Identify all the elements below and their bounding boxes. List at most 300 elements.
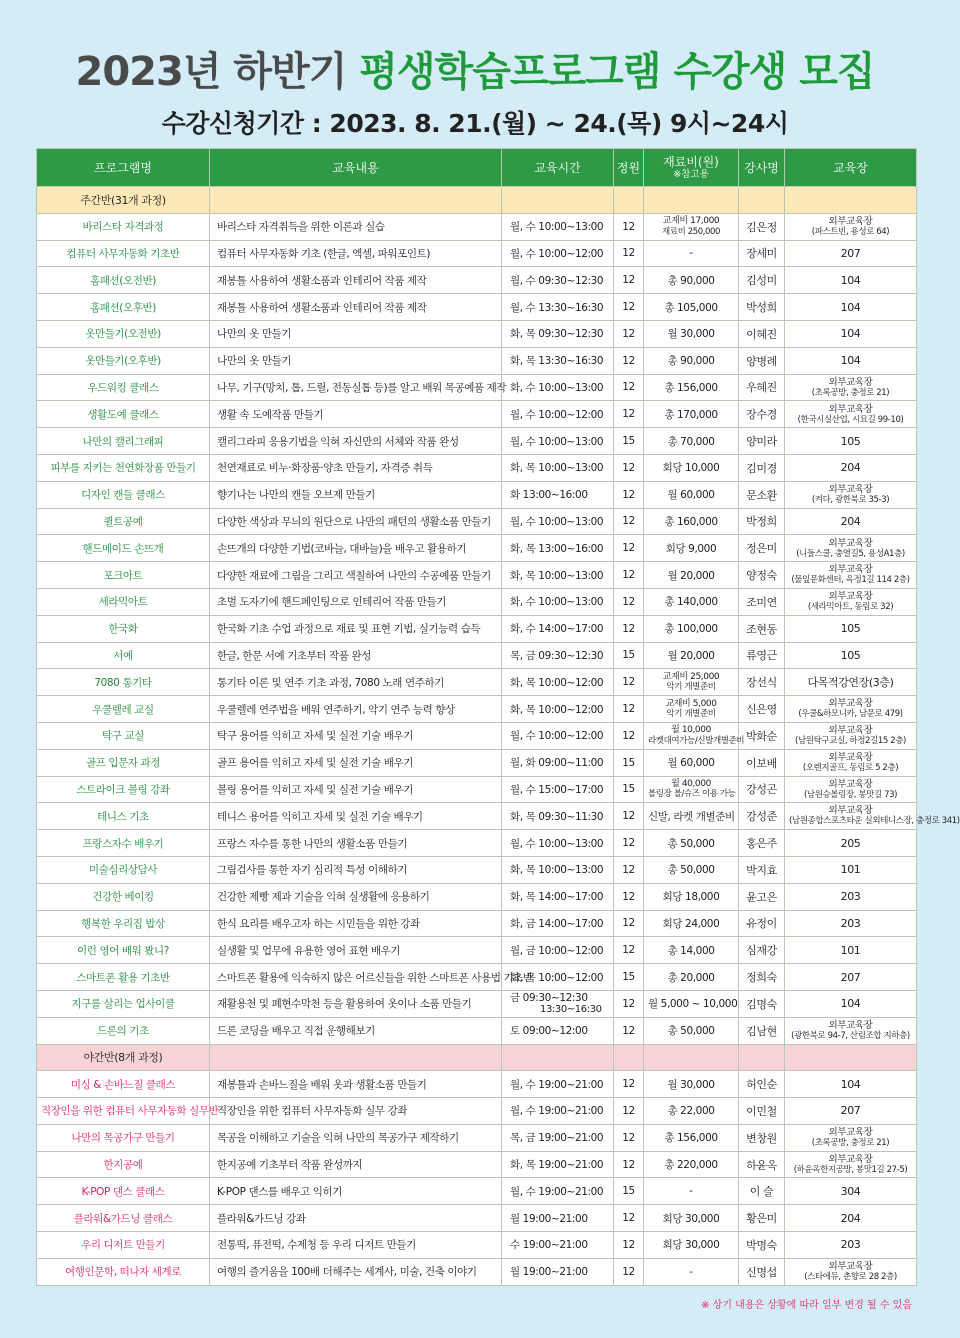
program-name-text: 홈패션(오전반) <box>90 274 156 287</box>
program-fee-text: 총 220,000 <box>664 1159 718 1172</box>
program-content <box>210 535 502 562</box>
program-venue <box>785 722 917 749</box>
program-name <box>37 856 210 883</box>
program-name-text: 홈패션(오후반) <box>90 301 156 314</box>
program-fee-text: - <box>689 1265 693 1278</box>
program-time <box>502 374 614 401</box>
program-name-text: 미술심리상담사 <box>88 864 158 877</box>
program-fee <box>644 267 739 294</box>
program-name <box>37 883 210 910</box>
program-capacity-text: 12 <box>622 408 635 421</box>
program-name <box>37 401 210 428</box>
program-fee-text: 총 100,000 <box>664 623 718 636</box>
program-venue-text: 104 <box>840 327 861 341</box>
program-time-text: 월, 금 10:00~12:00 <box>510 944 604 957</box>
program-venue-subtext: (스타에듀, 춘향로 28 2층) <box>804 1272 897 1283</box>
program-content <box>210 320 502 347</box>
program-capacity <box>614 562 644 589</box>
program-capacity-text: 12 <box>622 1238 635 1251</box>
program-name <box>37 588 210 615</box>
program-instructor <box>739 428 785 455</box>
header-content: 교육내용 <box>210 149 502 187</box>
program-content-text: 재활용천 및 폐현수막천 등을 활용하여 옷이나 소품 만들기 <box>217 998 472 1011</box>
program-capacity-text: 15 <box>622 971 635 983</box>
table-row <box>37 722 917 749</box>
program-time <box>502 1151 614 1178</box>
program-capacity <box>614 1017 644 1044</box>
program-time <box>502 964 614 991</box>
program-capacity-text: 12 <box>622 863 635 876</box>
program-time <box>502 937 614 964</box>
program-instructor-text: 박명숙 <box>746 1238 777 1252</box>
program-name <box>37 267 210 294</box>
program-name-text: 미싱 & 손바느질 클래스 <box>70 1078 176 1091</box>
program-capacity-text: 12 <box>622 515 635 528</box>
program-venue <box>785 454 917 481</box>
program-name-text: 세라믹아트 <box>98 596 148 609</box>
page-title <box>0 44 950 100</box>
program-fee <box>644 910 739 937</box>
program-instructor-text: 신은영 <box>746 703 777 717</box>
header-fee <box>644 149 739 187</box>
program-name-text: 나만의 캘리그래피 <box>82 435 164 448</box>
program-name <box>37 347 210 374</box>
program-fee <box>644 428 739 455</box>
program-instructor <box>739 1071 785 1098</box>
program-fee <box>644 401 739 428</box>
program-venue-text: 외부교육장 <box>828 376 873 388</box>
program-time <box>502 347 614 374</box>
program-fee <box>644 642 739 669</box>
program-capacity-text: 12 <box>622 301 635 314</box>
program-content <box>210 1151 502 1178</box>
table-row <box>37 990 917 1017</box>
program-venue <box>785 1205 917 1232</box>
program-instructor <box>739 213 785 240</box>
program-fee <box>644 347 739 374</box>
program-instructor <box>739 722 785 749</box>
program-name-text: 서예 <box>113 649 133 662</box>
program-name-text: 옷만들기(오전반) <box>85 328 161 341</box>
program-content-text: 손뜨개의 다양한 기법(코바늘, 대바늘)을 배우고 활용하기 <box>217 542 467 555</box>
program-capacity-text: 12 <box>622 1212 635 1225</box>
program-fee-subtext: 재료비 250,000 <box>661 226 721 237</box>
program-venue <box>785 803 960 830</box>
program-time <box>502 428 614 455</box>
program-content <box>210 937 502 964</box>
program-name <box>37 830 210 857</box>
program-fee-text: 총 22,000 <box>667 1105 715 1118</box>
program-capacity-text: 12 <box>622 1131 635 1144</box>
program-content <box>210 347 502 374</box>
program-content <box>210 267 502 294</box>
program-venue-text: 204 <box>840 461 861 475</box>
program-instructor-text: 김남현 <box>746 1024 777 1038</box>
program-content <box>210 696 502 723</box>
table-row <box>37 1151 917 1178</box>
program-content-text: 여행의 즐거움을 100배 더해주는 세계사, 미술, 건축 이야기 <box>217 1266 477 1279</box>
program-time <box>502 267 614 294</box>
program-capacity <box>614 776 644 803</box>
table-row <box>37 776 917 803</box>
program-time-text: 월, 수 09:30~12:30 <box>510 274 604 287</box>
program-content-text: 한국화 기초 수업 과정으로 재료 및 표현 기법, 실기능력 습득 <box>217 623 481 636</box>
program-venue-text: 외부교육장 <box>828 698 873 710</box>
program-venue-text: 204 <box>840 514 861 528</box>
program-capacity-text: 15 <box>622 1185 635 1198</box>
program-time <box>502 696 614 723</box>
program-content-text: 볼링 용어를 익히고 자세 및 실전 기술 배우기 <box>217 783 413 796</box>
program-venue-text: 207 <box>840 1104 861 1118</box>
program-time-text: 월, 수 19:00~21:00 <box>510 1185 604 1198</box>
program-capacity-text: 12 <box>622 542 635 555</box>
program-fee <box>644 1205 739 1232</box>
program-name <box>37 696 210 723</box>
program-instructor-text: 양병례 <box>746 354 777 368</box>
program-venue <box>785 669 917 696</box>
program-instructor-text: 변창원 <box>746 1131 777 1145</box>
program-content <box>210 964 533 991</box>
program-name-text: 이런 영어 배워 봤니? <box>77 944 169 957</box>
program-venue <box>785 964 917 991</box>
program-capacity-text: 15 <box>622 783 635 796</box>
program-content <box>210 294 502 321</box>
program-name <box>37 642 210 669</box>
program-instructor <box>739 1232 785 1259</box>
program-content-text: 테니스 용어를 익히고 자세 및 실전 기술 배우기 <box>217 810 423 823</box>
program-instructor-text: 장세미 <box>746 247 777 261</box>
program-fee <box>644 722 745 749</box>
program-content <box>210 990 502 1017</box>
program-fee <box>644 213 739 240</box>
program-fee <box>644 1178 739 1205</box>
program-name <box>37 1232 210 1259</box>
program-capacity-text: 12 <box>622 1265 635 1278</box>
title-program: 평생학습프로그램 <box>359 49 661 95</box>
program-content <box>210 830 502 857</box>
night-section-label: 야간반(8개 과정) <box>37 1044 210 1071</box>
program-venue-text: 104 <box>840 273 861 287</box>
program-content-text: 골프 용어를 익히고 자세 및 실전 기술 배우기 <box>217 757 413 770</box>
program-capacity-text: 12 <box>622 729 635 742</box>
table-row <box>37 508 917 535</box>
program-venue <box>785 776 917 803</box>
program-name <box>37 615 210 642</box>
program-name-text: 여행인문학, 떠나자 세계로 <box>65 1266 181 1279</box>
program-time-text: 월, 수 10:00~12:00 <box>510 730 604 743</box>
program-venue <box>785 937 917 964</box>
program-venue <box>785 1017 917 1044</box>
program-time-text: 월, 수 13:30~16:30 <box>510 301 604 314</box>
table-row <box>37 964 917 991</box>
program-content <box>210 562 502 589</box>
program-venue <box>785 1098 917 1125</box>
program-content <box>210 722 502 749</box>
program-capacity-text: 12 <box>622 354 635 367</box>
program-name-text: 지구를 살리는 업사이클 <box>71 998 175 1011</box>
program-fee <box>644 990 739 1017</box>
program-time-text: 화, 목 10:00~12:00 <box>510 971 604 984</box>
program-time-text: 월, 수 10:00~13:00 <box>510 515 604 528</box>
program-time <box>502 856 614 883</box>
program-fee-subtext: 악기 개별준비 <box>666 682 716 693</box>
program-fee <box>644 803 739 830</box>
program-instructor <box>739 1151 785 1178</box>
program-fee-text: 총 140,000 <box>664 596 718 609</box>
program-instructor-text: 강성곤 <box>746 783 777 797</box>
program-time <box>502 1258 614 1285</box>
program-time-text: 월, 수 19:00~21:00 <box>510 1105 604 1118</box>
program-capacity <box>614 1258 644 1285</box>
program-venue <box>785 588 917 615</box>
program-capacity-text: 12 <box>622 274 635 287</box>
program-time-text: 화, 목 09:30~12:30 <box>510 328 604 341</box>
program-fee <box>644 1258 739 1285</box>
program-capacity-text: 12 <box>622 676 635 689</box>
program-fee-text: 교재비 5,000 <box>665 698 717 709</box>
program-name <box>37 964 210 991</box>
program-venue-text: 외부교육장 <box>828 725 873 737</box>
program-instructor-text: 양미라 <box>746 435 777 449</box>
program-time <box>502 1205 614 1232</box>
program-name-text: 프랑스자수 배우기 <box>82 837 164 850</box>
program-content-text: 나무, 기구(망치, 톱, 드릴, 전동실톱 등)를 알고 배워 목공예품 제작 <box>217 381 507 394</box>
program-capacity-text: 12 <box>622 997 635 1010</box>
program-content-text: 통기타 이론 및 연주 기초 과정, 7080 노래 연주하기 <box>217 676 444 689</box>
program-venue <box>785 615 917 642</box>
program-capacity <box>614 588 644 615</box>
program-venue <box>785 1178 917 1205</box>
program-instructor <box>739 481 785 508</box>
table-row <box>37 535 917 562</box>
program-time <box>502 1071 614 1098</box>
program-fee-text: 총 156,000 <box>664 381 718 394</box>
program-fee-text: - <box>689 247 693 260</box>
program-content-text: 드론 코딩을 배우고 직접 운행해보기 <box>217 1025 375 1038</box>
program-capacity-text: 12 <box>622 220 635 233</box>
program-fee <box>644 856 739 883</box>
program-name-text: 플라워&가드닝 클래스 <box>73 1212 173 1225</box>
program-content-text: 나만의 옷 만들기 <box>217 355 292 368</box>
header-instructor: 강사명 <box>739 149 785 187</box>
program-venue-text: 외부교육장 <box>828 1019 873 1031</box>
program-instructor <box>739 937 785 964</box>
program-fee-text: 총 156,000 <box>664 1132 718 1145</box>
program-fee-text: 회당 30,000 <box>662 1239 720 1252</box>
program-instructor-text: 박화순 <box>746 729 777 743</box>
program-instructor <box>739 347 785 374</box>
program-venue <box>785 562 917 589</box>
program-instructor <box>739 1017 785 1044</box>
program-venue-text: 104 <box>840 1077 861 1091</box>
program-venue <box>785 696 917 723</box>
program-capacity <box>614 990 644 1017</box>
program-name <box>37 669 210 696</box>
program-name <box>37 213 210 240</box>
program-fee-text: 월 20,000 <box>667 569 715 582</box>
program-name <box>37 240 210 267</box>
program-fee-text: 총 14,000 <box>667 944 715 957</box>
program-name-text: 우리 디저트 만들기 <box>81 1239 165 1252</box>
program-content <box>210 615 502 642</box>
program-time-text: 토 09:00~12:00 <box>510 1025 588 1038</box>
program-venue-text: 외부교육장 <box>828 1261 873 1273</box>
program-instructor-text: 심재강 <box>746 944 777 958</box>
program-capacity <box>614 1124 644 1151</box>
program-instructor <box>739 267 785 294</box>
program-time <box>502 776 614 803</box>
program-capacity <box>614 1098 644 1125</box>
table-row <box>37 1178 917 1205</box>
program-instructor <box>739 588 785 615</box>
program-instructor <box>739 803 785 830</box>
program-instructor <box>739 696 785 723</box>
program-content <box>210 856 502 883</box>
program-name-text: 옷만들기(오후반) <box>85 355 161 368</box>
program-content-text: 탁구 용어를 익히고 자세 및 실전 기술 배우기 <box>217 730 413 743</box>
program-content <box>210 454 502 481</box>
program-time <box>502 588 614 615</box>
program-time-text: 화, 목 13:00~16:00 <box>510 542 604 555</box>
program-fee <box>644 294 739 321</box>
program-venue <box>785 830 917 857</box>
program-content-text: 목공을 이해하고 기술을 익혀 나만의 목공가구 제작하기 <box>217 1132 459 1145</box>
program-fee-text: 월 60,000 <box>667 757 715 770</box>
program-time <box>502 1178 614 1205</box>
program-fee-text: 월 60,000 <box>667 489 715 502</box>
program-capacity-text: 12 <box>622 703 635 716</box>
program-venue-text: 외부교육장 <box>828 215 873 227</box>
program-capacity <box>614 696 644 723</box>
program-fee <box>644 481 739 508</box>
program-time-subtext: 13:30~16:30 <box>540 1003 602 1015</box>
program-instructor-text: 이 슬 <box>749 1185 774 1199</box>
program-capacity-text: 12 <box>622 1024 635 1037</box>
program-instructor <box>739 615 785 642</box>
program-name-text: 나만의 목공가구 만들기 <box>71 1132 175 1145</box>
program-fee-text: 회당 9,000 <box>665 542 717 555</box>
program-instructor-text: 장수경 <box>746 408 777 422</box>
table-row <box>37 642 917 669</box>
program-name <box>37 374 210 401</box>
program-fee-text: 총 50,000 <box>667 837 715 850</box>
table-row <box>37 1205 917 1232</box>
table-row <box>37 749 917 776</box>
program-instructor <box>739 883 785 910</box>
program-instructor-text: 양정숙 <box>746 569 777 583</box>
program-instructor-text: 김미경 <box>746 461 777 475</box>
program-venue <box>785 910 917 937</box>
program-name <box>37 1178 210 1205</box>
program-capacity-text: 12 <box>622 890 635 903</box>
program-fee-text: 교재비 25,000 <box>662 671 720 682</box>
program-time-text: 화, 수 14:00~17:00 <box>510 623 604 636</box>
program-venue <box>785 883 917 910</box>
program-content <box>210 749 502 776</box>
program-table <box>36 148 960 1286</box>
program-fee-text: 총 170,000 <box>664 408 718 421</box>
program-instructor <box>739 830 785 857</box>
program-name-text: 우드워킹 클래스 <box>87 381 159 394</box>
header-name: 프로그램명 <box>37 149 210 187</box>
program-content-text: 재봉틀 사용하여 생활소품과 인테리어 작품 제작 <box>217 274 427 287</box>
program-fee-text: 교재비 17,000 <box>662 216 720 227</box>
program-name <box>37 1258 210 1285</box>
program-time-text: 화, 수 10:00~13:00 <box>510 381 604 394</box>
program-venue-subtext: (니들스쿨, 충열길5, 용성A1층) <box>796 548 905 559</box>
program-name <box>37 294 210 321</box>
program-content-text: 향기나는 나만의 캔들 오브제 만들기 <box>217 489 375 502</box>
table-row <box>37 1258 917 1285</box>
program-instructor <box>739 1124 785 1151</box>
program-venue-subtext: (남원종합스포츠타운 실외테니스장, 충정로 341) <box>789 816 960 827</box>
program-name <box>37 1151 210 1178</box>
program-fee-text: 월 30,000 <box>667 328 715 341</box>
program-time-text: 수 19:00~21:00 <box>510 1239 588 1252</box>
program-instructor <box>739 1178 785 1205</box>
program-content <box>210 240 502 267</box>
table-row <box>37 883 917 910</box>
program-name-text: 바리스타 자격과정 <box>82 221 164 234</box>
program-capacity <box>614 347 644 374</box>
program-fee <box>644 696 739 723</box>
program-fee-text: 총 90,000 <box>667 274 715 287</box>
program-venue-subtext: (오렌지골프, 동림로 5 2층) <box>802 762 899 773</box>
program-instructor-text: 홍은주 <box>746 837 777 851</box>
program-venue <box>785 401 917 428</box>
day-section-label: 주간반(31개 과정) <box>37 187 210 214</box>
program-content-text: 전통떡, 퓨전떡, 수제청 등 우리 디저트 만들기 <box>217 1239 416 1252</box>
program-name <box>37 1124 210 1151</box>
program-content <box>210 213 502 240</box>
program-instructor <box>739 294 785 321</box>
program-instructor <box>739 856 785 883</box>
table-row <box>37 374 917 401</box>
program-content-text: 프랑스 자수를 통한 나만의 생활소품 만들기 <box>217 837 408 850</box>
program-capacity <box>614 642 644 669</box>
program-name <box>37 910 210 937</box>
program-fee-text: 월 5,000 ~ 10,000 <box>648 998 738 1011</box>
program-time-text: 월, 수 10:00~13:00 <box>510 221 604 234</box>
program-venue <box>785 1151 917 1178</box>
program-name <box>37 454 210 481</box>
program-capacity-text: 12 <box>622 461 635 474</box>
program-capacity <box>614 428 644 455</box>
program-venue-subtext: (파스트빈, 용성로 64) <box>811 226 890 237</box>
program-content <box>210 1258 502 1285</box>
table-row <box>37 481 917 508</box>
program-time <box>502 454 614 481</box>
program-capacity-text: 12 <box>622 1104 635 1117</box>
program-capacity <box>614 910 644 937</box>
table-row <box>37 669 917 696</box>
program-capacity-text: 12 <box>622 595 635 608</box>
program-content-text: 바리스타 자격취득을 위한 이론과 실습 <box>217 221 385 234</box>
program-name <box>37 776 210 803</box>
program-fee-text: - <box>689 1185 693 1198</box>
program-content-text: 초벌 도자기에 핸드페인팅으로 인테리어 작품 만들기 <box>217 596 447 609</box>
program-fee <box>644 454 739 481</box>
program-content <box>210 1232 502 1259</box>
program-venue-subtext: (남원승볼링장, 봉맛길 73) <box>803 789 898 800</box>
program-fee <box>644 964 739 991</box>
program-name-text: 한지공예 <box>103 1159 143 1172</box>
program-name <box>37 1098 219 1125</box>
program-name-text: 포크아트 <box>103 569 143 582</box>
program-content-text: 플라워&가드닝 강좌 <box>217 1212 306 1225</box>
program-name-text: 한국화 <box>108 623 138 636</box>
program-capacity-text: 12 <box>622 488 635 501</box>
